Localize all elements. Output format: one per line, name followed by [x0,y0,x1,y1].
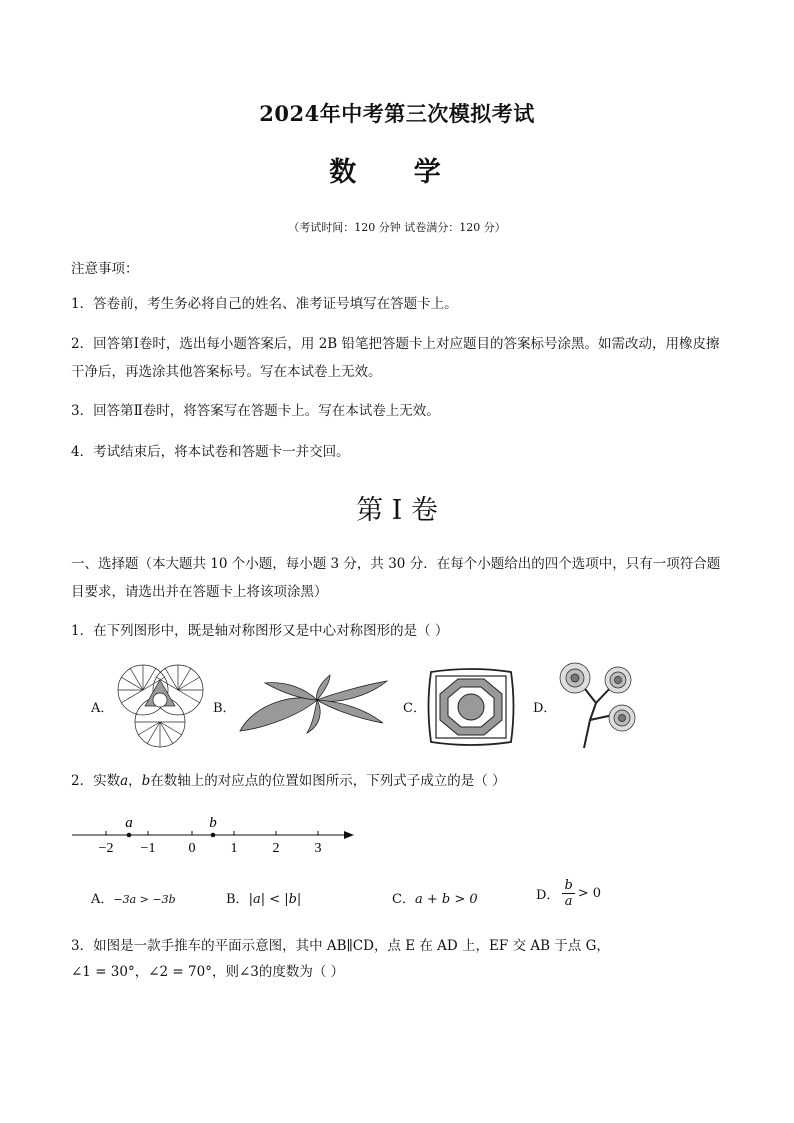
q2-option-a-expr: −3a > −3b [113,893,176,906]
note-item-1: 1．答卷前，考生务必将自己的姓名、准考证号填写在答题卡上。 [71,296,458,312]
section-title: 第 I 卷 [356,495,438,526]
q2-option-d-numerator: b [564,878,573,893]
q2-point-label-b: b [209,815,217,831]
q1-figure-d-branch-flowers [554,658,639,753]
q2-number-line [66,808,366,858]
q2-tick-label: −2 [98,841,114,856]
q1-option-a-label: A． [91,701,114,716]
q2-tick-label: 3 [314,841,322,856]
question-2-stem [71,767,721,795]
q2-option-c-label: C． [392,892,415,907]
q1-figure-a-fan-circles [113,662,208,752]
section-instructions: 一、选择题（本大题共 10 个小题，每小题 3 分，共 30 分．在每个小题给出的四个选项中，只有一项符合题目要求，请选出并在答题卡上将该项涂黑） [71,556,721,600]
q2-option-b [226,888,301,907]
subject-title: 数 学 [329,157,465,188]
exam-time-info: （考试时间：120 分钟 试卷满分：120 分） [288,221,506,234]
q2-option-a-label: A． [91,892,114,907]
exam-title: 2024年中考第三次模拟考试 [259,101,535,126]
q2-option-c-expr: a + b > 0 [414,892,478,907]
q2-option-d-fraction [562,878,574,909]
q1-option-b-label: B． [213,701,236,716]
q2-option-d-label: D． [536,888,560,903]
q2-option-a [91,888,176,907]
q2-stem-part-3: 在数轴上的对应点的位置如图所示，下列式子成立的是（ ） [150,773,506,789]
q2-tick-label: 0 [188,841,196,856]
q2-option-b-expr: |a| < |b| [248,892,302,907]
note-item-4: 4．考试结束后，将本试卷和答题卡一并交回。 [71,444,350,460]
q1-figure-c-nested-shapes [426,664,516,749]
q2-stem-part-1: 2．实数 [71,773,121,789]
question-3-line-1: 3．如图是一款手推车的平面示意图，其中 AB∥CD，点 E 在 AD 上，EF 交 AB 于点 G， [71,938,610,954]
q2-stem-var-b: b [141,773,151,789]
q2-option-d-denominator: a [564,894,573,909]
q2-point-label-a: a [125,815,133,831]
q2-tick-label: 2 [272,841,280,856]
q2-tick-label: −1 [140,841,156,856]
q2-option-d-relation: > 0 [577,886,602,901]
question-1-stem: 1．在下列图形中，既是轴对称图形又是中心对称图形的是（ ） [71,623,449,639]
q2-stem-var-a: a [120,773,129,789]
q2-option-c [392,888,478,907]
note-item-3: 3．回答第Ⅱ卷时，将答案写在答题卡上。写在本试卷上无效。 [71,403,440,419]
q2-tick-label: 1 [230,841,238,856]
q2-stem-part-2: ， [128,773,142,789]
notes-heading: 注意事项： [71,261,139,277]
q2-option-b-label: B． [226,892,249,907]
note-item-2: 2．回答第Ⅰ卷时，选出每小题答案后，用 2B 铅笔把答题卡上对应题目的答案标号涂黑。如需改动，用橡皮擦干净后，再选涂其他答案标号。写在本试卷上无效。 [71,336,720,380]
q2-option-d [536,878,601,909]
question-3-line-2: ∠1 = 30°，∠2 = 70°，则∠3的度数为（ ） [71,964,345,980]
q1-figure-b-leaves [235,673,390,738]
q1-option-d-label: D． [533,701,557,716]
q1-option-c-label: C． [403,701,426,716]
